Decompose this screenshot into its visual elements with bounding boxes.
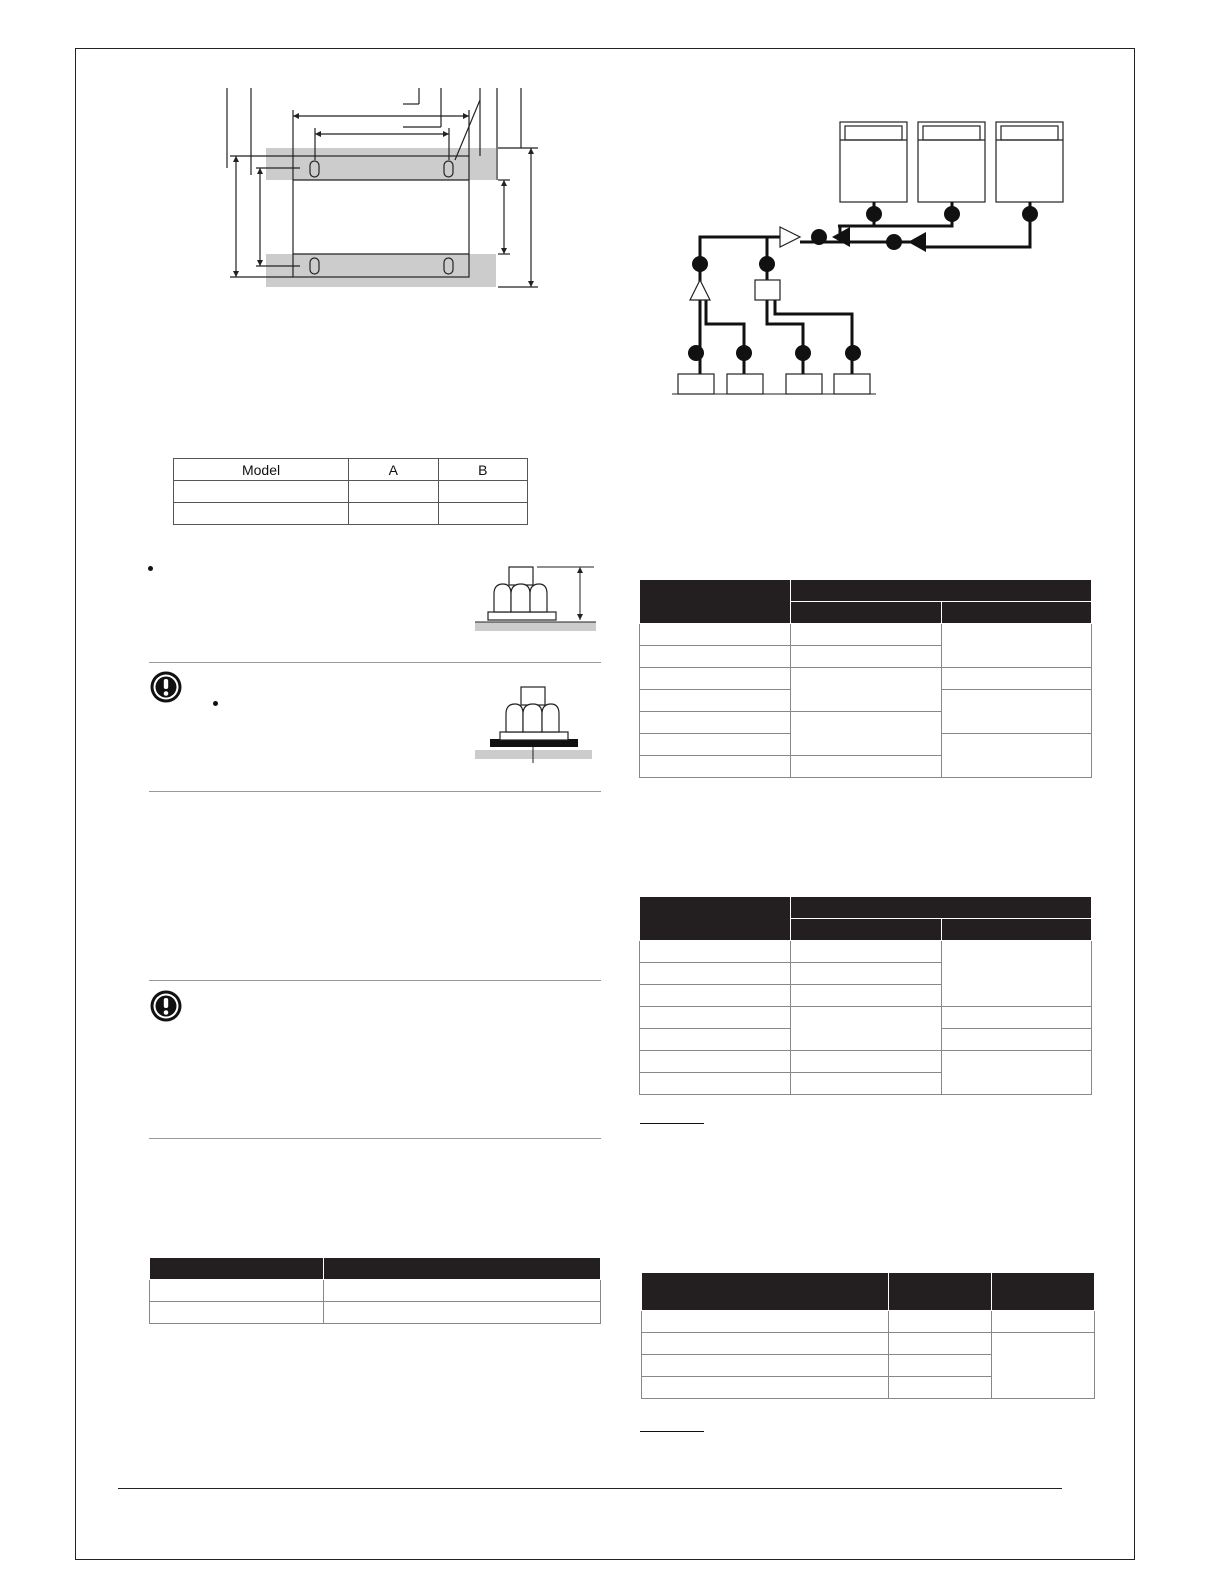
table-header-cell bbox=[942, 602, 1092, 624]
spec-table-right-2 bbox=[639, 896, 1092, 1095]
table-header-row bbox=[640, 897, 1092, 919]
spec-table-right-1 bbox=[639, 579, 1092, 778]
table-row bbox=[640, 1051, 1092, 1073]
table-header-cell bbox=[889, 1273, 992, 1311]
table-header-cell bbox=[791, 919, 942, 941]
table-header-cell bbox=[642, 1273, 889, 1311]
table-row bbox=[640, 1007, 1092, 1029]
table-row bbox=[640, 941, 1092, 963]
table-header-cell bbox=[640, 897, 791, 941]
table-header-row bbox=[640, 580, 1092, 602]
table-header-cell bbox=[791, 580, 1092, 602]
table-header-cell bbox=[640, 580, 791, 624]
table-row bbox=[642, 1333, 1095, 1355]
table-row bbox=[640, 668, 1092, 690]
note-underline bbox=[640, 1431, 704, 1432]
table-header-cell bbox=[791, 897, 1092, 919]
table-header-cell bbox=[942, 919, 1092, 941]
header-model: Model bbox=[174, 459, 349, 481]
table-header-cell bbox=[992, 1273, 1095, 1311]
header-b: B bbox=[438, 459, 527, 481]
table-row bbox=[642, 1311, 1095, 1333]
table-header-cell bbox=[791, 602, 942, 624]
spec-table-right-3 bbox=[641, 1272, 1095, 1399]
header-a: A bbox=[349, 459, 438, 481]
table-header-row bbox=[642, 1273, 1095, 1311]
table-row bbox=[640, 624, 1092, 646]
footer-rule bbox=[118, 1488, 1062, 1489]
note-underline bbox=[640, 1123, 704, 1124]
